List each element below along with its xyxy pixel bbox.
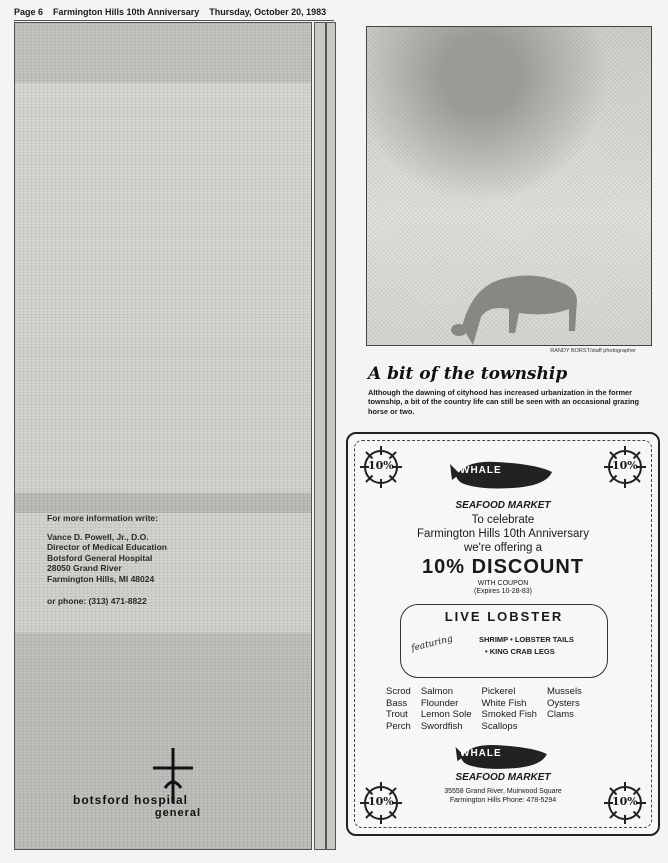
wheel-badge: 10% bbox=[368, 795, 394, 808]
fish-item: White Fish bbox=[481, 697, 527, 709]
caption-body: Although the dawning of cityhood has increased urbanization in the former township, a bit of the country life can still be seen with an occasional grazing horse or two. bbox=[368, 388, 640, 416]
column-rule bbox=[314, 22, 326, 850]
fish-item: Bass bbox=[386, 697, 408, 709]
horse-photo bbox=[366, 26, 652, 346]
address-line: Farmington Hills Phone: 478-5294 bbox=[449, 797, 557, 804]
market-name: SEAFOOD MARKET bbox=[455, 772, 551, 783]
fish-column bbox=[386, 686, 411, 732]
page-header bbox=[14, 4, 334, 21]
address-line: 35558 Grand River, Muirwood Square bbox=[444, 788, 562, 795]
hospital-ad bbox=[14, 22, 312, 850]
celebrate-line: we're offering a bbox=[463, 542, 543, 554]
market-name: SEAFOOD MARKET bbox=[455, 500, 551, 511]
fish-item: Clams bbox=[546, 709, 574, 720]
featuring-label: featuring bbox=[410, 634, 454, 654]
section-title: Farmington Hills 10th Anniversary bbox=[53, 7, 200, 17]
photo-credit: RANDY BORST/staff photographer bbox=[550, 348, 636, 354]
caption-title: A bit of the township bbox=[368, 364, 568, 384]
whale-logo-text: WHALE bbox=[460, 748, 502, 759]
hospital-name bbox=[73, 793, 283, 819]
contact-line: Vance D. Powell, Jr., D.O. bbox=[47, 531, 149, 542]
contact-line: Director of Medical Education bbox=[47, 542, 167, 552]
contact-line: 28050 Grand River bbox=[47, 563, 122, 573]
contact-phone: or phone: (313) 471-8822 bbox=[47, 596, 147, 606]
contact-line: Farmington Hills, MI 48024 bbox=[47, 573, 155, 584]
celebrate-line: Farmington Hills 10th Anniversary bbox=[417, 528, 589, 540]
whale-logo-text: WHALE bbox=[460, 465, 502, 476]
page-number: Page 6 bbox=[14, 7, 44, 17]
discount-headline: 10% DISCOUNT bbox=[421, 556, 585, 578]
noise-band bbox=[15, 23, 311, 83]
wheel-badge: 10% bbox=[612, 459, 638, 472]
hospital-logo-name: botsford hospital bbox=[73, 793, 188, 807]
fish-column bbox=[421, 686, 472, 732]
noise-band bbox=[15, 493, 311, 513]
fish-item: Mussels bbox=[546, 686, 582, 697]
hospital-logo-sub: general bbox=[154, 807, 202, 819]
lobster-title: LIVE LOBSTER bbox=[444, 609, 564, 624]
fish-item: Pickerel bbox=[481, 686, 516, 697]
fish-item: Perch bbox=[386, 720, 411, 732]
lobster-line: SHRIMP • LOBSTER TAILS bbox=[479, 635, 574, 644]
fish-item: Lemon Sole bbox=[420, 709, 472, 720]
fish-item: Flounder bbox=[420, 697, 459, 709]
seafood-ad bbox=[346, 432, 660, 836]
horse-icon bbox=[367, 27, 651, 345]
coupon-line: (Expires 10-28-83) bbox=[474, 588, 532, 595]
lobster-box bbox=[400, 604, 608, 678]
contact-line: Botsford General Hospital bbox=[47, 552, 153, 563]
fish-item: Scrod bbox=[386, 686, 411, 697]
issue-date: Thursday, October 20, 1983 bbox=[209, 7, 327, 17]
column-rule bbox=[326, 22, 336, 850]
wheel-badge: 10% bbox=[612, 795, 638, 808]
contact-block bbox=[47, 513, 287, 607]
fish-list bbox=[386, 686, 636, 732]
fish-column bbox=[482, 686, 537, 732]
fish-item: Smoked Fish bbox=[481, 709, 537, 720]
fish-item: Trout bbox=[386, 709, 408, 720]
lobster-line: • KING CRAB LEGS bbox=[485, 647, 555, 656]
fish-item: Salmon bbox=[420, 686, 454, 697]
coupon-line: WITH COUPON bbox=[477, 580, 529, 587]
fish-item: Swordfish bbox=[420, 720, 463, 732]
fish-item: Scallops bbox=[481, 720, 518, 732]
contact-label: For more information write: bbox=[47, 513, 158, 523]
fish-item: Oysters bbox=[546, 697, 580, 709]
fish-column bbox=[547, 686, 582, 732]
wheel-badge: 10% bbox=[368, 459, 394, 472]
celebrate-line: To celebrate bbox=[471, 514, 535, 526]
